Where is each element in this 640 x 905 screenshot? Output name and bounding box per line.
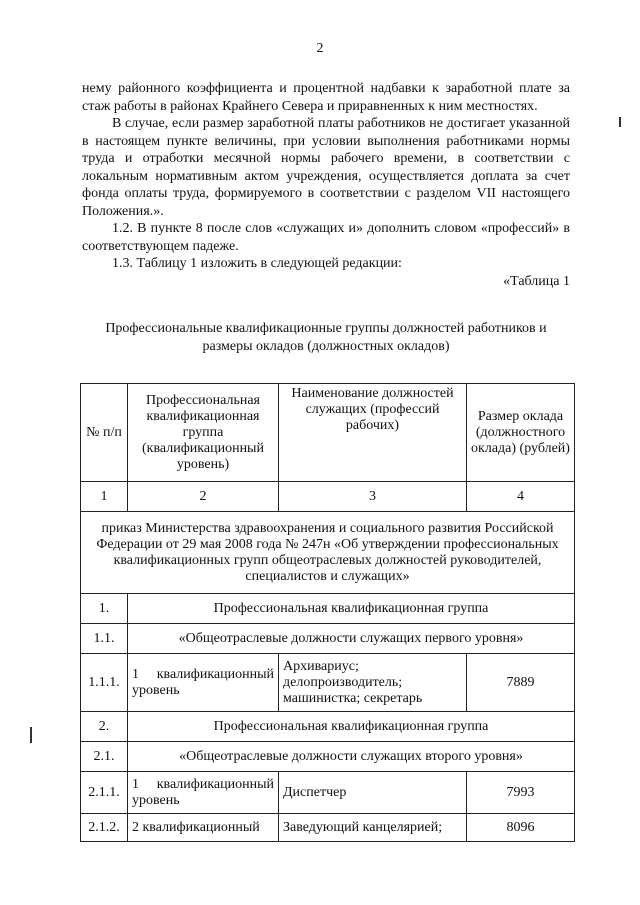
position-names: Диспетчер: [279, 772, 467, 814]
table-row: [81, 594, 575, 624]
table-row: [81, 624, 575, 654]
qualification-level: 2 квалификационный: [128, 814, 279, 842]
page-number: 2: [316, 41, 324, 56]
document-body: [82, 80, 570, 290]
position-names: Архивариус; делопроизводитель; машинистка; секретарь: [279, 654, 467, 712]
table-row: [81, 772, 575, 814]
table-row: [81, 712, 575, 742]
header-salary: Размер оклада (должностного оклада) (рублей): [467, 384, 575, 482]
paragraph-continuation: нему районного коэффициента и процентной надбавки к заработной плате за стаж работы в районах Крайнего Севера и приравненных к ним местностях.: [82, 81, 570, 114]
position-names: Заведующий канцелярией;: [279, 814, 467, 842]
column-number: 2: [128, 482, 279, 512]
table-title: Профессиональные квалификационные группы должностей работников и размеры окладов (должностных окладов): [105, 321, 547, 354]
salary-value: 7889: [467, 654, 575, 712]
header-number: № п/п: [81, 384, 128, 482]
group-name: «Общеотраслевые должности служащих второго уровня»: [128, 742, 575, 772]
salary-value: 7993: [467, 772, 575, 814]
salary-value: 8096: [467, 814, 575, 842]
header-positions: Наименование должностей служащих (профессий рабочих): [279, 384, 467, 482]
qualification-groups-table: [80, 383, 575, 842]
row-number: 1.1.1.: [81, 654, 128, 712]
column-number: 3: [279, 482, 467, 512]
qualification-level: 1 квалификационный уровень: [128, 654, 279, 712]
scan-artifact: [619, 117, 621, 127]
paragraph-salary-supplement: В случае, если размер заработной платы работников не достигает указанной в настоящем пункте величины, при условии выполнения работниками нормы труда и отработки месячной нормы рабочего времени, в соответствии с локальным нормативным актом учреждения, осуществляется доплата за счет фонда оплаты труда, формируемого в соответствии с разделом VII настоящего Положения.».: [82, 116, 570, 219]
row-number: 1.1.: [81, 624, 128, 654]
row-number: 2.1.1.: [81, 772, 128, 814]
row-number: 2.1.2.: [81, 814, 128, 842]
column-number-row: [81, 482, 575, 512]
row-number: 1.: [81, 594, 128, 624]
group-name: «Общеотраслевые должности служащих первого уровня»: [128, 624, 575, 654]
group-name: Профессиональная квалификационная группа: [128, 594, 575, 624]
scan-artifact: [30, 727, 32, 743]
source-order: приказ Министерства здравоохранения и социального развития Российской Федерации от 29 мая 2008 года № 247н «Об утверждении профессиональных квалификационных групп общеотраслевых должностей руководителей, специалистов и служащих»: [81, 512, 575, 594]
table-row: [81, 654, 575, 712]
row-number: 2.1.: [81, 742, 128, 772]
qualification-level: 1 квалификационный уровень: [128, 772, 279, 814]
table-label: «Таблица 1: [503, 273, 570, 289]
table-row: [81, 742, 575, 772]
column-number: 1: [81, 482, 128, 512]
paragraph-item-1-3: 1.3. Таблицу 1 изложить в следующей редакции:: [112, 256, 402, 271]
row-number: 2.: [81, 712, 128, 742]
source-order-row: [81, 512, 575, 594]
column-number: 4: [467, 482, 575, 512]
header-qualification-group: Профессиональная квалификационная группа (квалификационный уровень): [128, 384, 279, 482]
table-header-row: [81, 384, 575, 482]
table-row: [81, 814, 575, 842]
paragraph-item-1-2: 1.2. В пункте 8 после слов «служащих и» дополнить словом «профессий» в соответствующем падеже.: [82, 221, 570, 254]
group-name: Профессиональная квалификационная группа: [128, 712, 575, 742]
